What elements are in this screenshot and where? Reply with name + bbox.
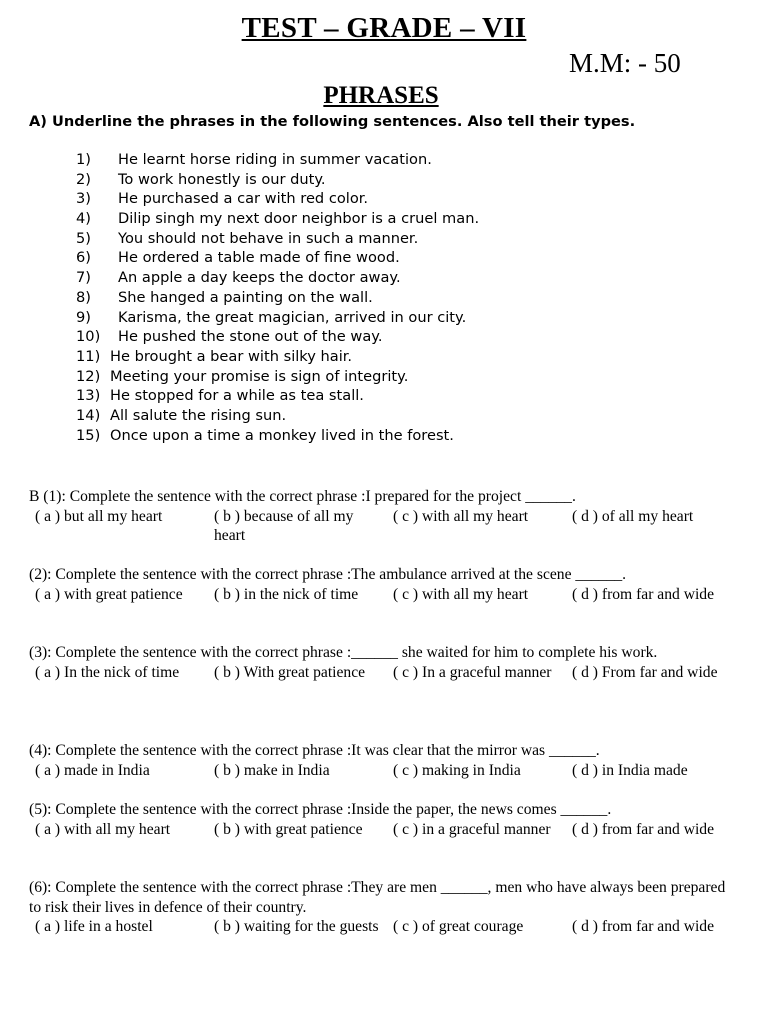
option-a: ( a ) with great patience bbox=[35, 585, 183, 603]
page-title: TEST – GRADE – VII bbox=[241, 12, 527, 44]
option-d: ( d ) from far and wide bbox=[572, 585, 715, 603]
item-number: 6) bbox=[76, 249, 91, 267]
part-a-instruction: A) Underline the phrases in the following sentences. Also tell their types. bbox=[29, 113, 636, 130]
mcq-question-6 bbox=[29, 878, 749, 957]
item-number: 3) bbox=[76, 190, 91, 208]
option-b: ( b ) make in India bbox=[214, 761, 330, 779]
option-a: ( a ) with all my heart bbox=[35, 820, 171, 838]
option-b: ( b ) because of all my heart bbox=[214, 507, 354, 545]
item-sentence: He brought a bear with silky hair. bbox=[110, 347, 353, 365]
option-d: ( d ) of all my heart bbox=[572, 507, 694, 525]
question-text: (2): Complete the sentence with the correct phrase :The ambulance arrived at the scene ______. bbox=[29, 566, 627, 583]
option-c: ( c ) In a graceful manner bbox=[393, 663, 552, 681]
item-number: 8) bbox=[76, 288, 91, 306]
option-c: ( c ) of great courage bbox=[393, 918, 524, 936]
item-number: 10) bbox=[76, 328, 101, 346]
mcq-question-1 bbox=[29, 487, 749, 547]
option-a: ( a ) life in a hostel bbox=[35, 918, 153, 936]
mcq-question-4 bbox=[29, 741, 749, 801]
item-sentence: Meeting your promise is sign of integrity. bbox=[110, 367, 409, 385]
item-number: 2) bbox=[76, 170, 91, 188]
option-c: ( c ) making in India bbox=[393, 761, 521, 779]
option-a: ( a ) In the nick of time bbox=[35, 663, 180, 681]
option-d: ( d ) From far and wide bbox=[572, 663, 718, 681]
mcq-question-5 bbox=[29, 800, 749, 860]
option-c: ( c ) with all my heart bbox=[393, 507, 529, 525]
item-sentence: Dilip singh my next door neighbor is a cruel man. bbox=[118, 210, 480, 228]
option-d: ( d ) from far and wide bbox=[572, 820, 715, 838]
question-text: (3): Complete the sentence with the correct phrase :______ she waited for him to complete his work. bbox=[29, 644, 658, 661]
item-sentence: Karisma, the great magician, arrived in our city. bbox=[118, 308, 467, 326]
option-row bbox=[29, 820, 749, 860]
topic-heading: PHRASES bbox=[323, 82, 439, 109]
mcq-question-2 bbox=[29, 565, 749, 625]
item-sentence: She hanged a painting on the wall. bbox=[118, 288, 373, 306]
option-row bbox=[29, 917, 749, 957]
question-text: (4): Complete the sentence with the correct phrase :It was clear that the mirror was ______. bbox=[29, 742, 600, 759]
item-sentence: All salute the rising sun. bbox=[110, 406, 287, 424]
item-number: 1) bbox=[76, 151, 91, 168]
option-d: ( d ) in India made bbox=[572, 761, 688, 779]
item-sentence: You should not behave in such a manner. bbox=[118, 229, 419, 247]
max-marks: M.M: - 50 bbox=[569, 48, 681, 78]
option-a: ( a ) made in India bbox=[35, 761, 150, 779]
item-sentence: Once upon a time a monkey lived in the forest. bbox=[110, 426, 454, 444]
item-sentence: To work honestly is our duty. bbox=[118, 170, 326, 188]
item-number: 12) bbox=[76, 367, 101, 385]
mcq-question-3 bbox=[29, 643, 749, 703]
question-text: B (1): Complete the sentence with the correct phrase :I prepared for the project ______. bbox=[29, 488, 576, 505]
item-sentence: An apple a day keeps the doctor away. bbox=[118, 269, 401, 287]
item-number: 15) bbox=[76, 426, 101, 444]
option-b: ( b ) With great patience bbox=[214, 663, 366, 681]
option-c: ( c ) in a graceful manner bbox=[393, 820, 551, 838]
option-d: ( d ) from far and wide bbox=[572, 918, 715, 936]
question-text: (6): Complete the sentence with the correct phrase :They are men ______, men who have always been prepared to risk their lives in defence of their country. bbox=[29, 879, 726, 916]
option-row bbox=[29, 663, 749, 703]
item-sentence: He ordered a table made of fine wood. bbox=[118, 249, 400, 267]
option-b: ( b ) with great patience bbox=[214, 820, 363, 838]
item-sentence: He learnt horse riding in summer vacation. bbox=[118, 151, 432, 168]
item-number: 4) bbox=[76, 210, 91, 228]
option-row bbox=[29, 761, 749, 801]
item-number: 9) bbox=[76, 308, 91, 326]
item-number: 7) bbox=[76, 269, 91, 287]
option-row bbox=[29, 585, 749, 625]
option-row bbox=[29, 507, 749, 547]
item-number: 5) bbox=[76, 229, 91, 247]
option-c: ( c ) with all my heart bbox=[393, 585, 529, 603]
option-b: ( b ) in the nick of time bbox=[214, 585, 359, 603]
option-a: ( a ) but all my heart bbox=[35, 507, 163, 525]
item-number: 11) bbox=[76, 347, 101, 365]
item-number: 13) bbox=[76, 387, 101, 405]
item-sentence: He stopped for a while as tea stall. bbox=[110, 387, 364, 405]
option-b: ( b ) waiting for the guests bbox=[214, 918, 379, 936]
question-text: (5): Complete the sentence with the correct phrase :Inside the paper, the news comes ______. bbox=[29, 801, 612, 818]
item-sentence: He purchased a car with red color. bbox=[118, 190, 369, 208]
item-sentence: He pushed the stone out of the way. bbox=[118, 328, 383, 346]
item-number: 14) bbox=[76, 406, 101, 424]
